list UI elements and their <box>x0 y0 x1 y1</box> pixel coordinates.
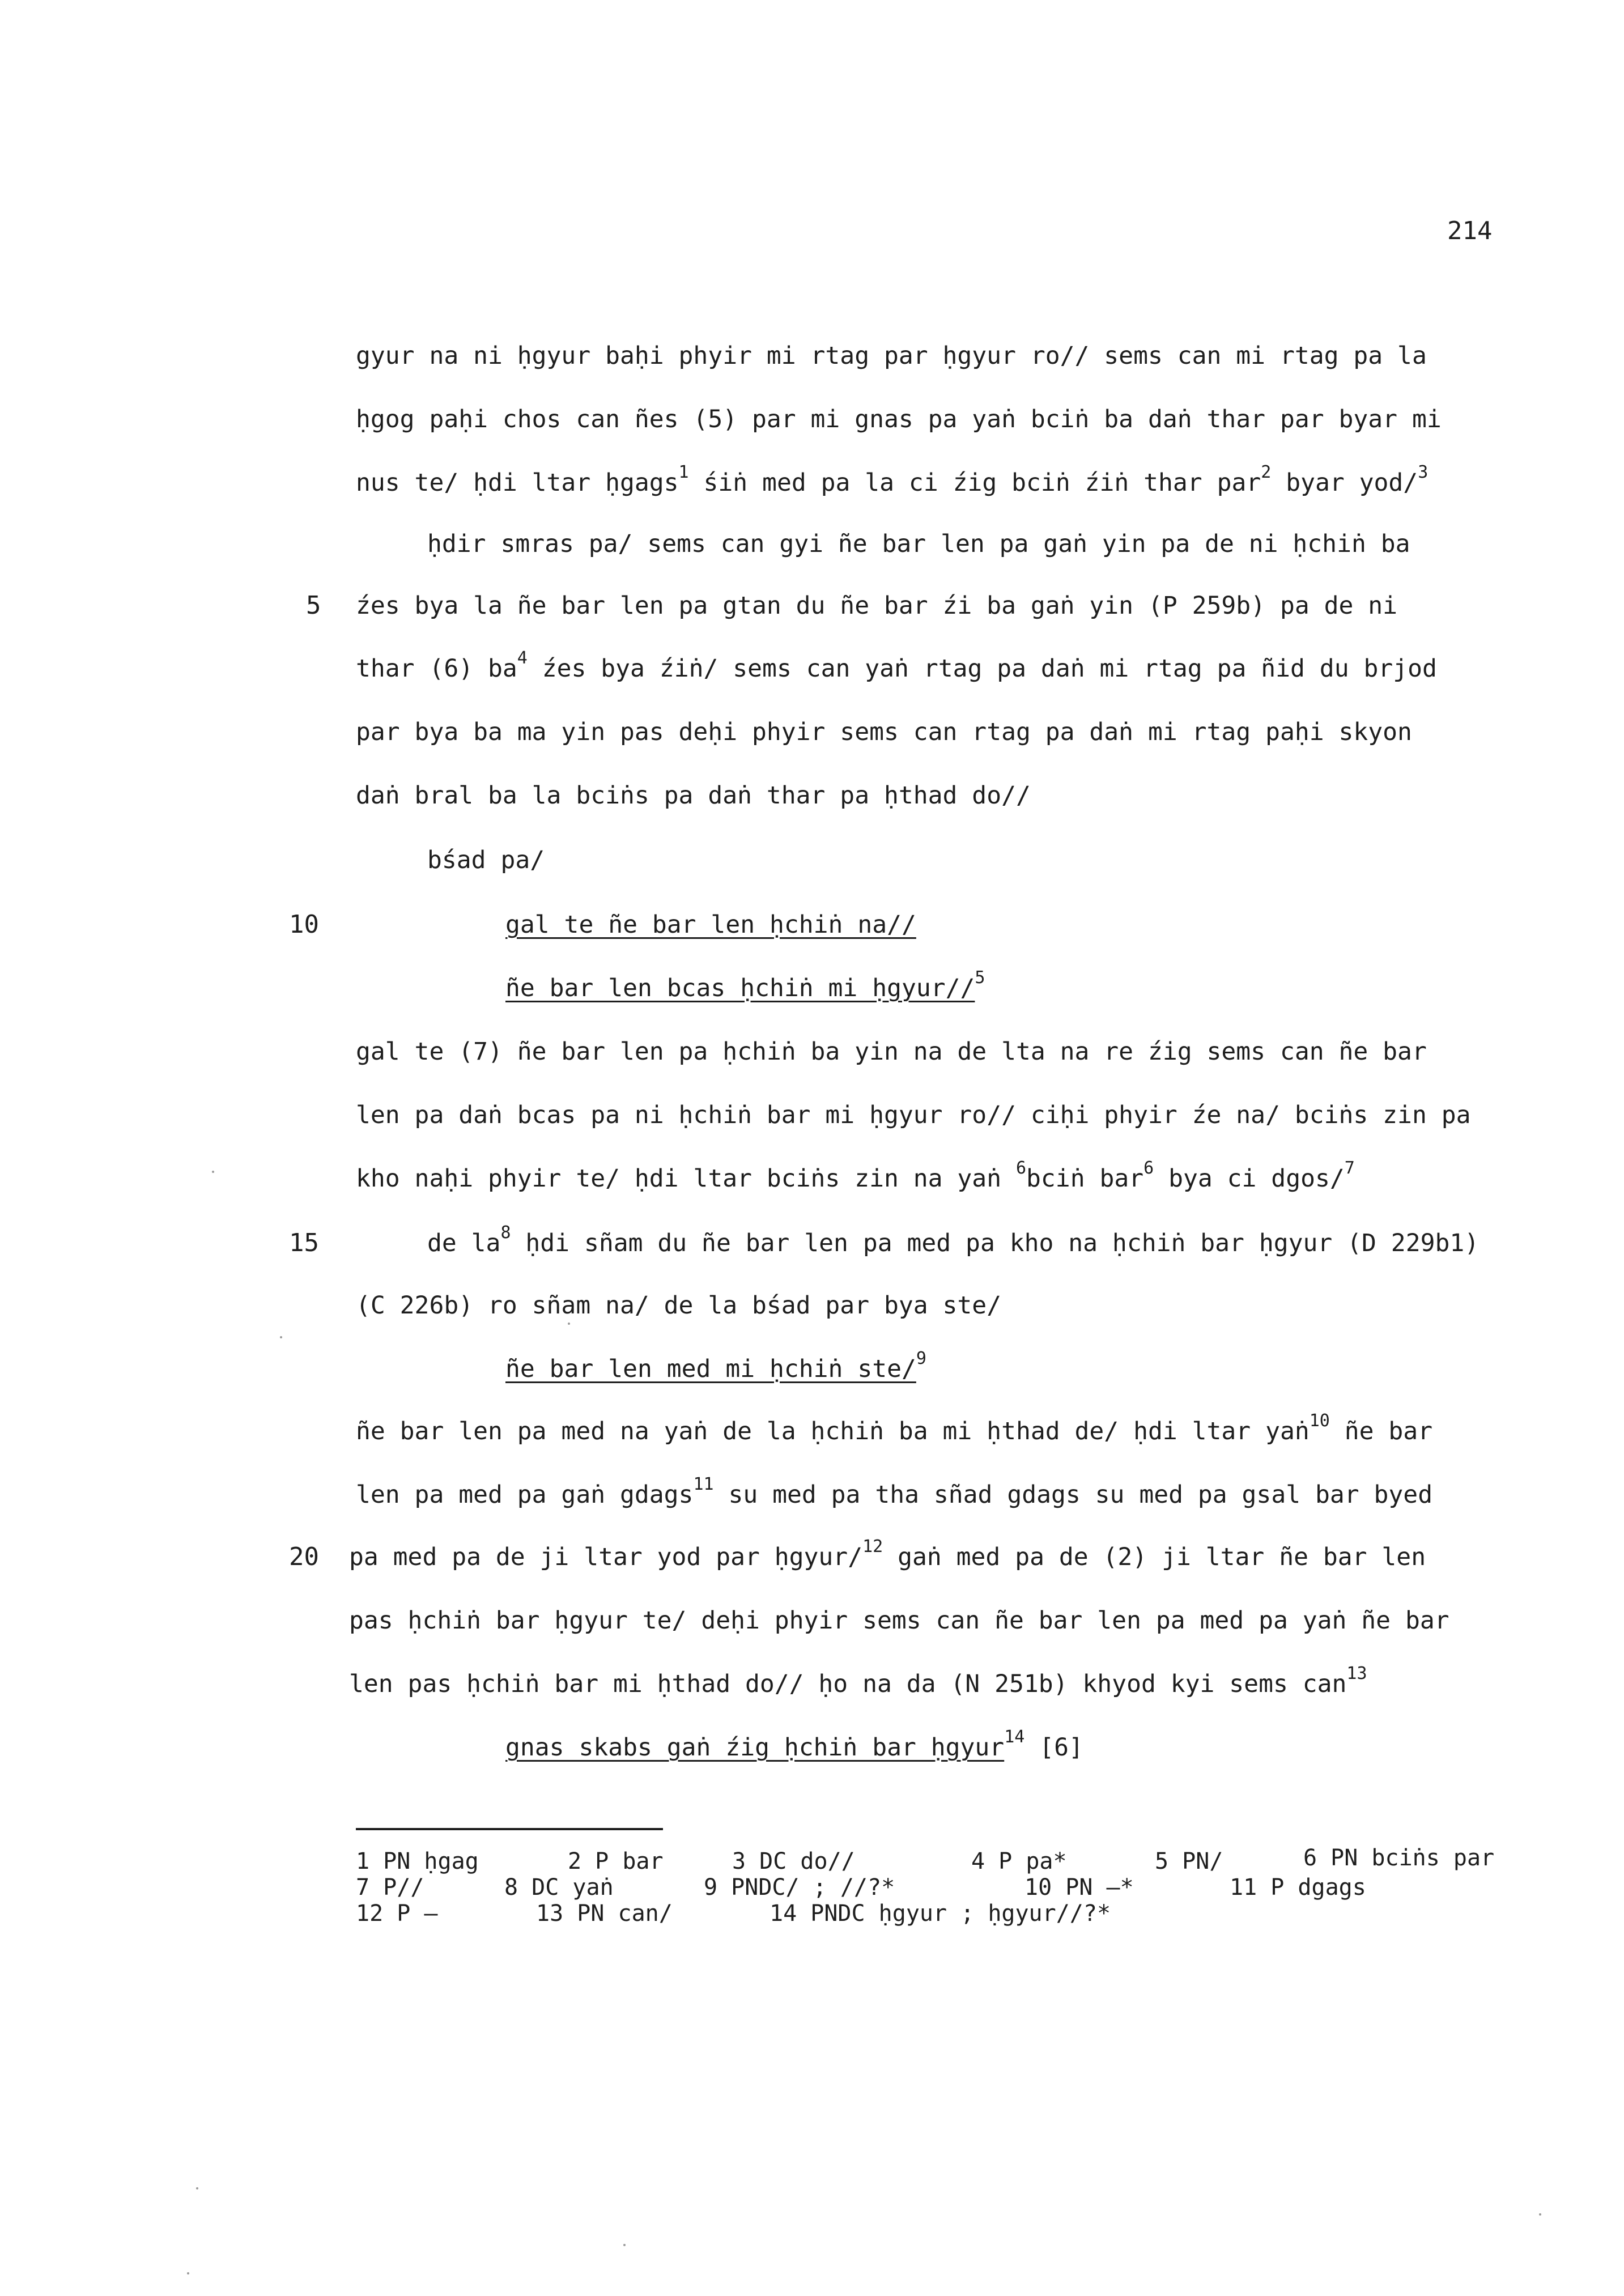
footnote-ref: 5 <box>975 967 985 988</box>
footnote-1: 1 PN ḥgag <box>356 1848 479 1874</box>
line-text: su med pa tha sñad gdags su med pa gsal bar byed <box>713 1481 1433 1509</box>
footnote-7: 7 P// <box>356 1874 424 1900</box>
line-text: len pa med pa gaṅ gdags <box>356 1481 694 1509</box>
footnote-ref: 3 <box>1418 462 1429 482</box>
footnote-2: 2 P bar <box>568 1848 664 1874</box>
text-line-5 <box>356 590 1397 622</box>
footnote-ref: 8 <box>500 1222 511 1243</box>
footnote-ref: 1 <box>678 462 689 482</box>
line-number-5: 5 <box>306 591 321 620</box>
footnote-ref: 7 <box>1344 1158 1355 1178</box>
text-line-17 <box>349 1536 1426 1573</box>
scan-speck <box>280 1336 282 1338</box>
footnote-ref: 6 <box>1015 1158 1027 1178</box>
footnote-9: 9 PNDC/ ; //?* <box>704 1874 895 1900</box>
text-line-16 <box>356 1474 1433 1511</box>
line-text: ḥgog paḥi chos can ñes (5) par mi gnas pa yaṅ bciṅ ba daṅ thar par byar mi <box>356 405 1442 433</box>
footnote-6: 6 PN bciṅs par <box>1303 1845 1495 1871</box>
line-text: gaṅ med pa de (2) ji ltar ñe bar len <box>883 1543 1426 1571</box>
line-text: gal te (7) ñe bar len pa ḥchiṅ ba yin na de lta na re źig sems can ñe bar <box>356 1038 1427 1066</box>
text-line-8 <box>356 780 1031 811</box>
line-text: śiṅ med pa la ci źig bciṅ źiṅ thar par <box>688 469 1261 497</box>
line-text: ñe bar <box>1329 1417 1433 1445</box>
line-number-10: 10 <box>289 910 319 939</box>
text-line-9 <box>427 844 545 876</box>
line-text: kho naḥi phyir te/ ḥdi ltar bciṅs zin na yaṅ <box>356 1164 1016 1193</box>
line-text: thar (6) ba <box>356 654 517 683</box>
line-text: pas ḥchiṅ bar ḥgyur te/ deḥi phyir sems can ñe bar len pa med pa yaṅ ñe bar <box>349 1606 1449 1635</box>
scan-speck <box>623 2244 626 2246</box>
verse-line-1 <box>505 909 916 941</box>
footnote-ref: 6 <box>1143 1158 1154 1178</box>
footnote-ref: 11 <box>693 1474 714 1494</box>
text-line-1 <box>356 340 1427 372</box>
line-text: bśad pa/ <box>427 846 545 874</box>
line-text: daṅ bral ba la bciṅs pa daṅ thar pa ḥthad do// <box>356 781 1031 810</box>
footnote-ref: 12 <box>862 1536 883 1557</box>
verse-line-2 <box>505 967 985 1004</box>
text-line-14 <box>356 1290 1001 1321</box>
line-text: par bya ba ma yin pas deḥi phyir sems can rtag pa daṅ mi rtag paḥi skyon <box>356 718 1412 746</box>
line-text: byar yod/ <box>1271 469 1418 497</box>
footnote-8: 8 DC yaṅ <box>504 1874 614 1900</box>
footnote-ref: 9 <box>916 1348 926 1368</box>
footnote-ref: 4 <box>517 648 528 668</box>
scan-speck <box>196 2187 198 2189</box>
line-text: bciṅ bar <box>1026 1164 1144 1193</box>
text-line-18 <box>349 1605 1449 1636</box>
footnote-10: 10 PN —* <box>1024 1874 1134 1900</box>
text-line-3 <box>356 462 1429 499</box>
text-line-15 <box>356 1410 1433 1447</box>
footnote-rule <box>356 1828 663 1830</box>
footnote-14: 14 PNDC ḥgyur ; ḥgyur//?* <box>770 1900 1111 1927</box>
line-text: de la <box>427 1229 501 1257</box>
text-line-2 <box>356 403 1442 435</box>
footnote-13: 13 PN can/ <box>536 1900 673 1927</box>
verse-text: gal te ñe bar len ḥchiṅ na// <box>505 911 916 939</box>
line-text: ḥdir smras pa/ sems can gyi ñe bar len pa gaṅ yin pa de ni ḥchiṅ ba <box>427 530 1410 558</box>
footnote-12: 12 P — <box>356 1900 438 1927</box>
text-line-6 <box>356 648 1437 684</box>
scan-speck <box>568 1323 570 1325</box>
line-text: źes bya źiṅ/ sems can yaṅ rtag pa daṅ mi rtag pa ñid du brjod <box>527 654 1437 683</box>
text-line-4 <box>427 528 1410 560</box>
text-line-7 <box>356 716 1412 748</box>
footnote-11: 11 P dgags <box>1230 1874 1366 1900</box>
line-text: ñe bar len pa med na yaṅ de la ḥchiṅ ba mi ḥthad de/ ḥdi ltar yaṅ <box>356 1417 1310 1445</box>
line-text: gyur na ni ḥgyur baḥi phyir mi rtag par ḥgyur ro// sems can mi rtag pa la <box>356 342 1427 370</box>
line-text: nus te/ ḥdi ltar ḥgags <box>356 469 679 497</box>
verse-text: gnas skabs gaṅ źig ḥchiṅ bar ḥgyur <box>505 1733 1005 1762</box>
verse-line-3 <box>505 1348 926 1385</box>
line-number-20: 20 <box>289 1542 319 1571</box>
verse-text: ñe bar len bcas ḥchiṅ mi ḥgyur// <box>505 974 975 1002</box>
footnote-ref: 13 <box>1346 1663 1367 1683</box>
line-text: (C 226b) ro sñam na/ de la bśad par bya ste/ <box>356 1291 1002 1320</box>
line-text: pa med pa de ji ltar yod par ḥgyur/ <box>349 1543 863 1571</box>
text-line-10 <box>356 1036 1427 1068</box>
verse-text: ñe bar len med mi ḥchiṅ ste/ <box>505 1355 916 1383</box>
footnote-5: 5 PN/ <box>1155 1848 1223 1874</box>
footnote-3: 3 DC do// <box>732 1848 855 1874</box>
text-line-12 <box>356 1158 1355 1194</box>
footnote-ref: 10 <box>1309 1410 1330 1431</box>
footnote-ref: 14 <box>1004 1727 1025 1747</box>
line-text: bya ci dgos/ <box>1154 1164 1345 1193</box>
text-line-13 <box>427 1222 1480 1259</box>
line-number-15: 15 <box>289 1228 319 1257</box>
page-number: 214 <box>1447 216 1493 245</box>
line-text: len pas ḥchiṅ bar mi ḥthad do// ḥo na da (N 251b) khyod kyi sems can <box>349 1670 1347 1698</box>
folio-marker: [6] <box>1024 1733 1083 1762</box>
text-line-19 <box>349 1663 1367 1700</box>
line-text: ḥdi sñam du ñe bar len pa med pa kho na ḥchiṅ bar ḥgyur (D 229b1) <box>511 1229 1480 1257</box>
footnote-4: 4 P pa* <box>971 1848 1067 1874</box>
scan-speck <box>1539 2213 1541 2216</box>
text-line-11 <box>356 1099 1471 1131</box>
line-text: źes bya la ñe bar len pa gtan du ñe bar źi ba gaṅ yin (P 259b) pa de ni <box>356 592 1398 620</box>
line-text: len pa daṅ bcas pa ni ḥchiṅ bar mi ḥgyur ro// ciḥi phyir źe na/ bciṅs zin pa <box>356 1101 1471 1129</box>
scan-speck <box>212 1171 214 1173</box>
verse-line-4 <box>505 1727 1083 1763</box>
scan-speck <box>187 2272 189 2274</box>
footnote-ref: 2 <box>1261 462 1272 482</box>
